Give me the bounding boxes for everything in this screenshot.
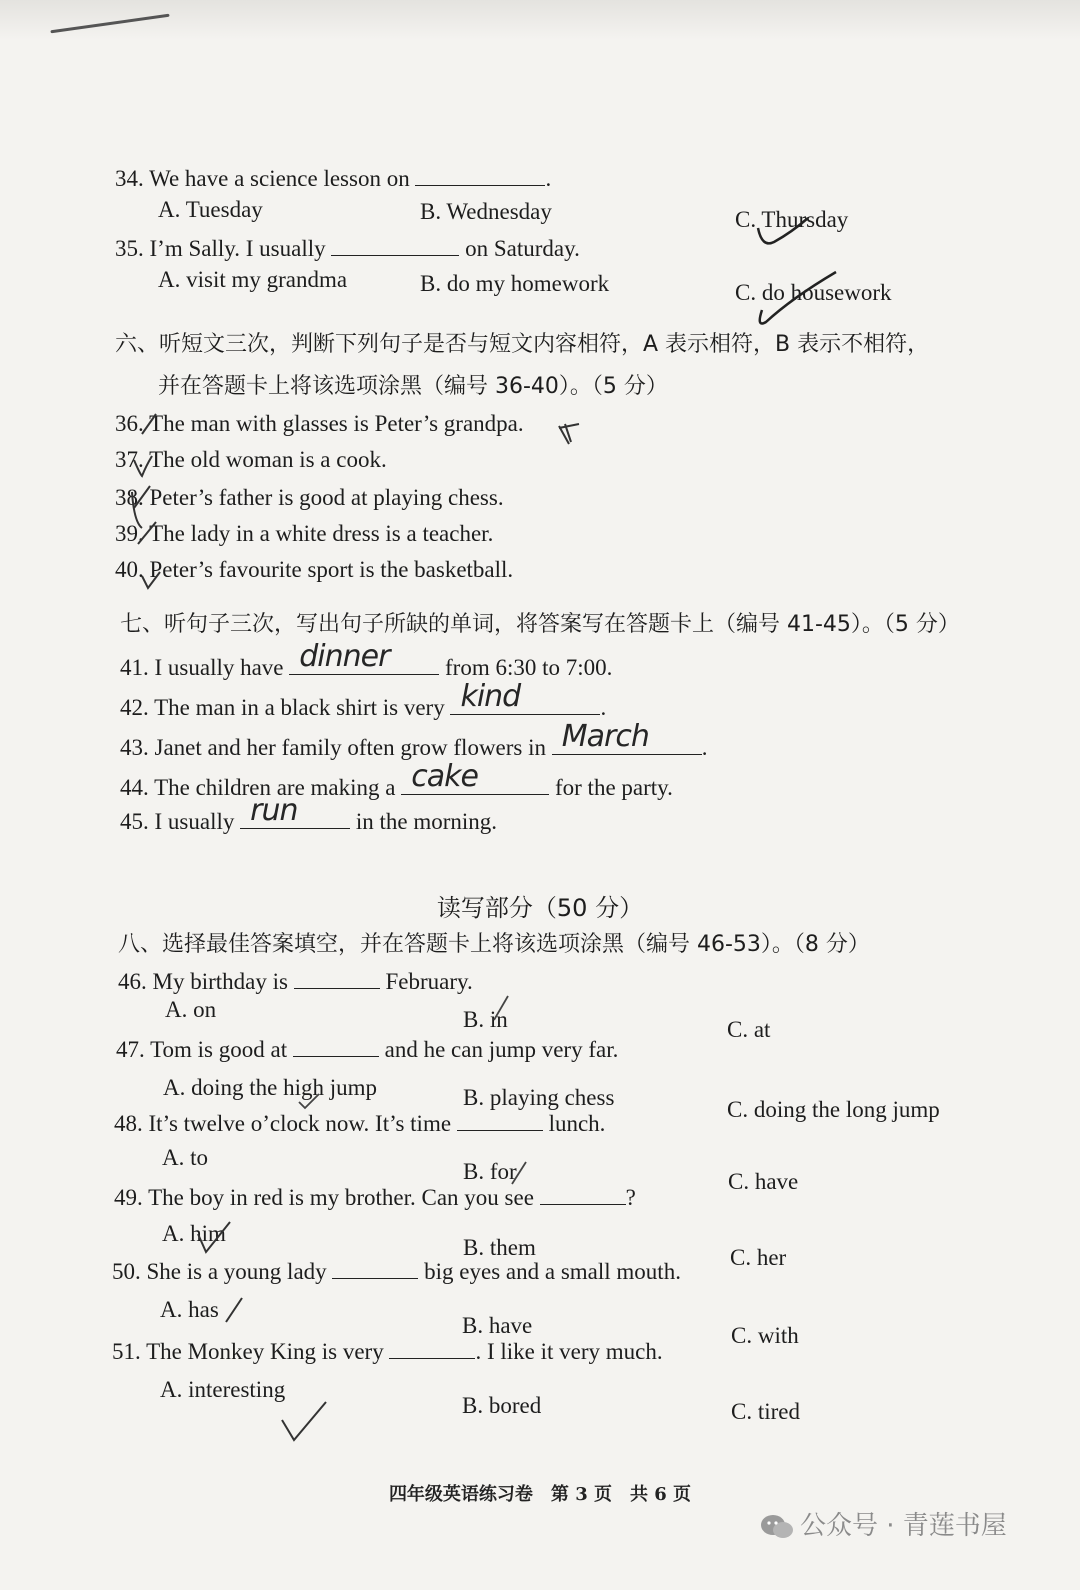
question-46: 46. My birthday is February. [118, 966, 473, 996]
question-39: 39. The lady in a white dress is a teacher. [115, 521, 494, 546]
handwritten-answer-44: cake [411, 759, 478, 794]
option-50-c: C. with [731, 1323, 799, 1348]
section-8-title: 八、选择最佳答案填空，并在答题卡上将该选项涂黑（编号 46-53）。（8 分） [118, 932, 870, 957]
question-36: 36. The man with glasses is Peter’s grandpa. [115, 411, 524, 436]
option-35-c: C. do housework [735, 280, 892, 305]
check-mark-icon [752, 270, 842, 332]
option-50-b: B. have [462, 1313, 533, 1338]
tick-mark-icon [555, 420, 585, 450]
check-mark-icon [278, 1398, 330, 1446]
page-footer: 四年级英语练习卷 第 3 页 共 6 页 [388, 1484, 692, 1505]
question-41: 41. I usually have dinner from 6:30 to 7:00. [120, 639, 613, 680]
tick-mark-icon [488, 994, 510, 1024]
tick-mark-icon [138, 412, 160, 438]
question-51: 51. The Monkey King is very . I like it very much. [112, 1336, 663, 1366]
question-48: 48. It’s twelve o’clock now. It’s time lunch. [114, 1108, 605, 1138]
option-46-a: A. on [165, 997, 217, 1022]
question-35: 35. I’m Sally. I usually on Saturday. [115, 233, 580, 263]
question-40: 40. Peter’s favourite sport is the basketball. [115, 557, 514, 582]
answer-blank [415, 163, 545, 186]
option-49-a: A. him [162, 1221, 226, 1246]
answer-blank [540, 1182, 626, 1205]
check-mark-icon [194, 1218, 234, 1258]
question-42: 42. The man in a black shirt is very kind . [120, 679, 607, 720]
option-49-b: B. them [463, 1235, 536, 1260]
option-48-a: A. to [162, 1145, 208, 1170]
tick-mark-icon [130, 452, 154, 482]
answer-blank [294, 966, 380, 989]
option-48-c: C. have [728, 1169, 799, 1194]
part-heading: 读写部分（50 分） [436, 894, 644, 922]
handwritten-answer-41: dinner [299, 639, 390, 674]
check-mark-icon [752, 214, 812, 254]
watermark: 公众号 · 青莲书屋 [760, 1505, 1007, 1542]
answer-blank [389, 1336, 475, 1359]
option-51-a: A. interesting [160, 1377, 286, 1402]
question-45: 45. I usually run in the morning. [120, 793, 498, 834]
tick-mark-icon [222, 1296, 244, 1326]
answer-blank [240, 793, 350, 829]
check-mark-icon [138, 568, 164, 592]
option-34-c: C. Thursday [735, 207, 849, 232]
answer-blank [552, 719, 702, 755]
handwritten-answer-45: run [250, 793, 298, 828]
question-37: 37. The old woman is a cook. [115, 447, 387, 472]
question-34: 34. We have a science lesson on . [115, 163, 551, 193]
option-51-c: C. tired [731, 1399, 800, 1424]
section-6-subtitle: 并在答题卡上将该选项涂黑（编号 36-40）。（5 分） [158, 374, 668, 399]
handwritten-answer-43: March [561, 719, 649, 754]
option-46-b: B. in [463, 1007, 508, 1032]
handwritten-answer-42: kind [460, 679, 521, 714]
section-6-title: 六、听短文三次，判断下列句子是否与短文内容相符，A 表示相符，B 表示不相符， [115, 332, 930, 357]
answer-blank [289, 639, 439, 675]
option-35-a: A. visit my grandma [158, 267, 348, 292]
answer-blank [293, 1034, 379, 1057]
answer-blank [401, 759, 549, 795]
option-35-b: B. do my homework [420, 271, 610, 296]
option-50-a: A. has [160, 1297, 219, 1322]
question-38: 38. Peter’s father is good at playing chess. [115, 485, 504, 510]
question-47: 47. Tom is good at and he can jump very far. [116, 1034, 618, 1064]
answer-blank [450, 679, 600, 715]
option-34-a: A. Tuesday [158, 197, 263, 222]
option-48-b: B. for [463, 1159, 517, 1184]
answer-blank [332, 1256, 418, 1279]
answer-blank [331, 233, 459, 256]
option-51-b: B. bored [462, 1393, 542, 1418]
check-mark-icon [295, 1090, 323, 1112]
option-47-c: C. doing the long jump [727, 1097, 940, 1122]
answer-blank [457, 1108, 543, 1131]
tick-mark-icon [508, 1160, 528, 1188]
question-44: 44. The children are making a cake for the party. [120, 759, 673, 800]
tick-mark-icon [134, 518, 160, 548]
question-43: 43. Janet and her family often grow flowers in March . [120, 719, 708, 760]
option-34-b: B. Wednesday [420, 199, 552, 224]
option-47-b: B. playing chess [463, 1085, 615, 1110]
wechat-logo-icon [760, 1513, 794, 1541]
section-7-title: 七、听句子三次，写出句子所缺的单词，将答案写在答题卡上（编号 41-45）。（5 分） [120, 612, 960, 637]
question-49: 49. The boy in red is my brother. Can you see ? [114, 1182, 636, 1212]
option-47-a: A. doing the high jump [163, 1075, 378, 1100]
option-46-c: C. at [727, 1017, 771, 1042]
option-49-c: C. her [730, 1245, 787, 1270]
scan-shadow [0, 0, 1080, 40]
question-50: 50. She is a young lady big eyes and a small mouth. [112, 1256, 681, 1286]
